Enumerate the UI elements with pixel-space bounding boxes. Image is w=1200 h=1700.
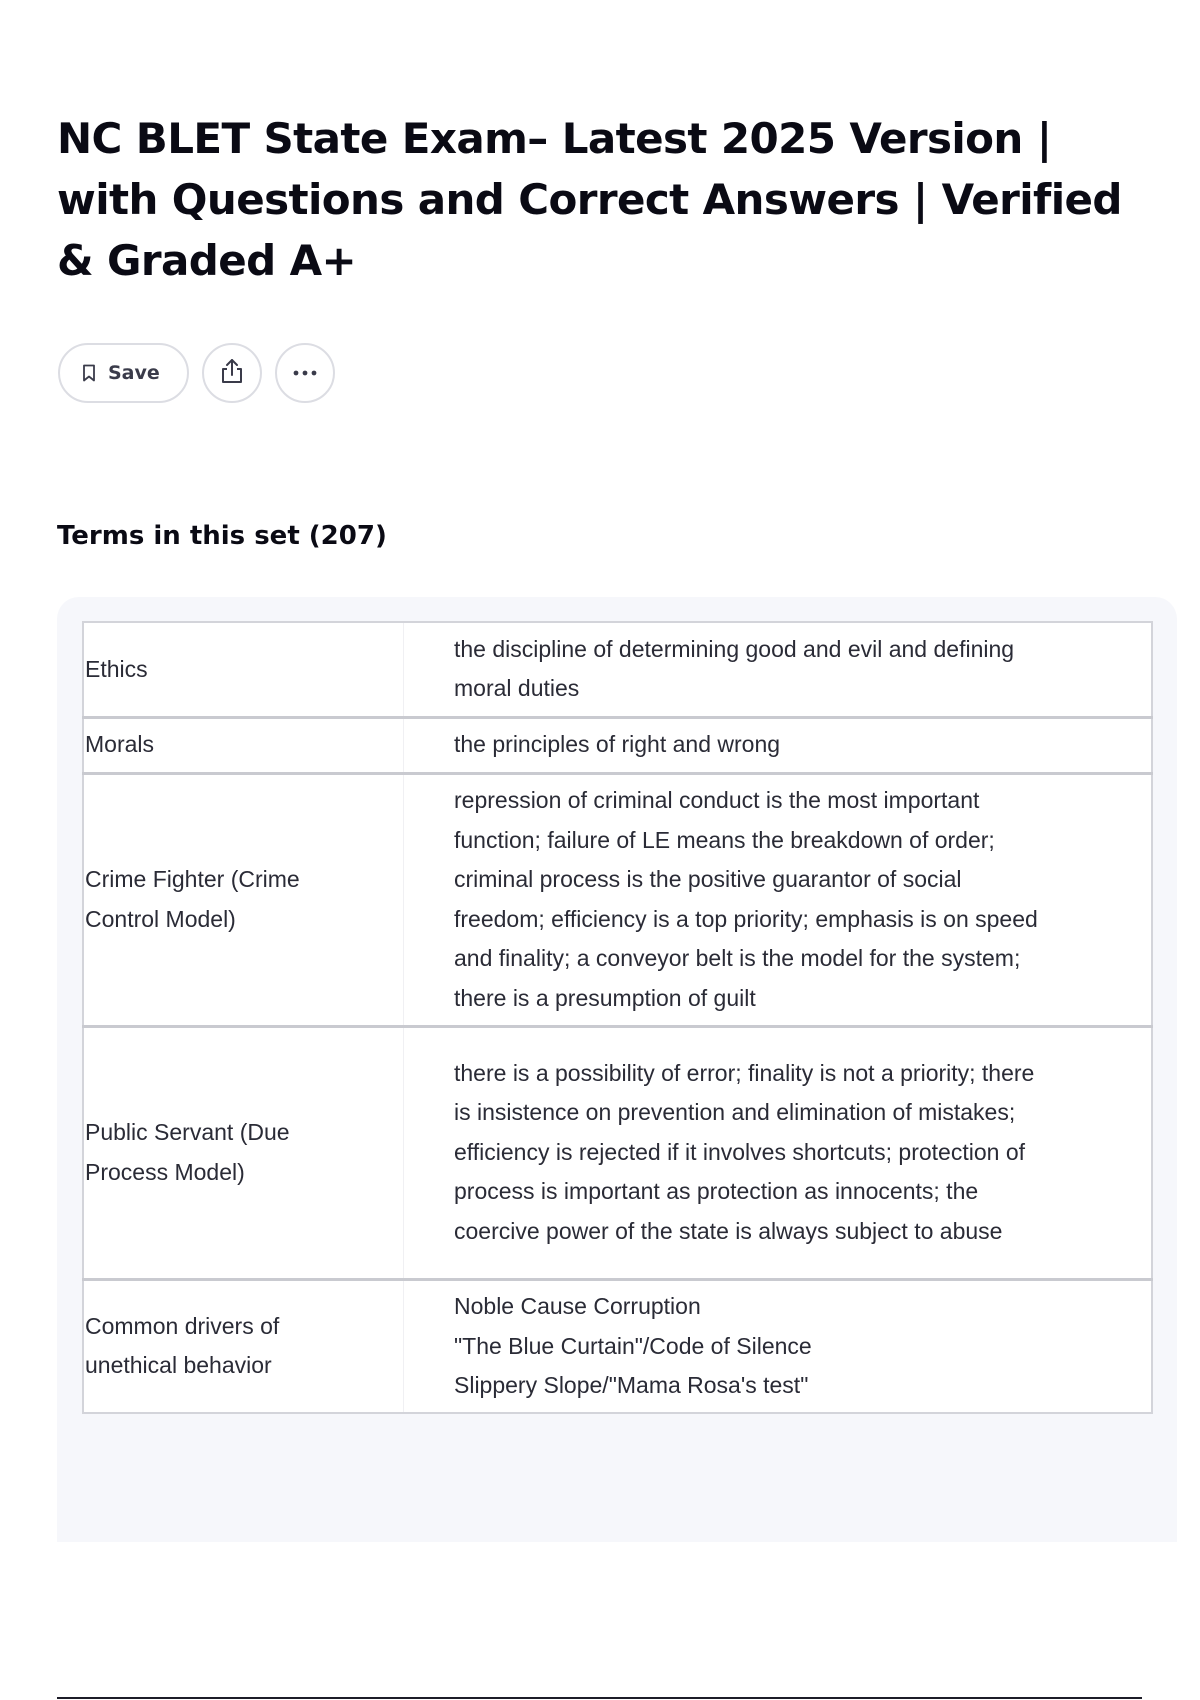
save-button[interactable] (58, 343, 189, 403)
more-horizontal-icon (292, 364, 318, 382)
term-text: Ethics (85, 655, 148, 682)
term-text: Public Servant (Due Process Model) (85, 1119, 290, 1185)
term-cell (83, 773, 404, 1026)
term-cell (83, 717, 404, 773)
definition-cell (404, 773, 1153, 1026)
definition-cell (404, 622, 1153, 717)
share-icon (219, 357, 245, 390)
definition-cell (404, 717, 1153, 773)
more-options-button[interactable] (275, 343, 335, 403)
definition-text: Noble Cause Corruption "The Blue Curtain"/Code of Silence Slippery Slope/"Mama Rosa's test" (454, 1293, 812, 1398)
terms-heading: Terms in this set (207) (57, 521, 387, 551)
share-button[interactable] (202, 343, 262, 403)
term-text: Morals (85, 731, 155, 758)
table-row (83, 1026, 1152, 1279)
table-row (83, 622, 1152, 717)
table-row (83, 773, 1152, 1026)
action-bar (58, 343, 335, 403)
term-cell (83, 622, 404, 717)
page-title: NC BLET State Exam– Latest 2025 Version | with Questions and Correct Answers | Verified & Graded A+ (57, 114, 1122, 285)
term-text: Common drivers of unethical behavior (85, 1312, 280, 1379)
table-row (83, 717, 1152, 773)
term-cell (83, 1279, 404, 1413)
table-row (83, 1279, 1152, 1413)
definition-cell (404, 1026, 1153, 1279)
definition-text: there is a possibility of error; finality is not a priority; there is insistence on prevention and elimination of mistakes; efficiency is rejected if it involves shortcuts; protection of process is important as protection as innocents; the coercive power of the state is always subject to abuse (454, 1059, 1035, 1244)
definition-text: the principles of right and wrong (454, 731, 781, 758)
definition-cell (404, 1279, 1153, 1413)
term-cell (83, 1026, 404, 1279)
definition-text: the discipline of determining good and evil and defining moral duties (454, 635, 1015, 702)
save-label: Save (108, 362, 160, 384)
bookmark-icon (82, 364, 96, 382)
term-text: Crime Fighter (Crime Control Model) (85, 866, 300, 932)
definition-text: repression of criminal conduct is the most important function; failure of LE means the breakdown of order; criminal process is the positive guarantor of social freedom; efficiency is a top priority; emphasis is on speed and finality; a conveyor belt is the model for the system; there is a presumption of guilt (454, 787, 1038, 1011)
divider (57, 1697, 1142, 1699)
terms-table (82, 621, 1153, 1414)
